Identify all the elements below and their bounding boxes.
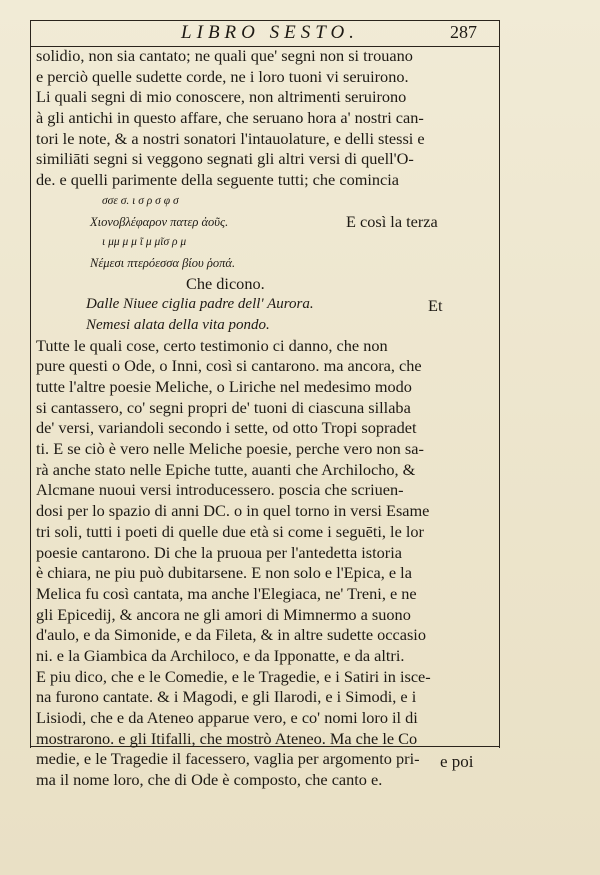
- catchword: e poi: [440, 752, 474, 771]
- text-line: solidio, non sia cantato; ne quali que' segni non si trouano: [36, 46, 413, 65]
- page-number: 287: [450, 22, 477, 42]
- text-line: E piu dico, che e le Comedie, e le Tragedie, e i Satiri in isce-: [36, 666, 431, 686]
- frame-right-rule: [499, 20, 500, 748]
- italian-verse-line: Nemesi alata della vita pondo.: [86, 316, 270, 333]
- text-line: mostrarono. e gli Itifalli, che mostrò Ateneo. Ma che le Co: [36, 728, 418, 748]
- text-line: d'aulo, e da Simonide, e da Fileta, & in altre sudette occasio: [36, 625, 426, 645]
- text-line: dosi per lo spazio di anni DC. o in quel torno in versi Esame: [36, 501, 430, 521]
- margin-note-et: Et: [428, 296, 443, 315]
- text-line: rà anche stato nelle Epiche tutte, auanti che Archilocho, &: [36, 459, 416, 479]
- text-line: medie, e le Tragedie il facessero, vaglia per argomento pri-: [36, 749, 420, 769]
- text-line: Alcmane nuoui versi introducessero. poscia che scriuen-: [36, 480, 404, 500]
- text-line: ti. E se ciò è vero nelle Meliche poesie, perche vero non sa-: [36, 439, 424, 459]
- text-line: è chiara, ne piu può dubitarsene. E non solo e l'Epica, e la: [36, 563, 412, 583]
- text-line: similiāti segni si veggono segnati gli altri versi di quell'O-: [36, 149, 414, 169]
- text-line: e perciò quelle sudette corde, ne i loro tuoni vi seruirono.: [36, 66, 409, 86]
- text-line: ni. e la Giambica da Archiloco, e da Ipponatte, e da altri.: [36, 645, 405, 665]
- text-line: Lisiodi, che e da Ateneo apparue vero, e co' nomi loro il di: [36, 708, 418, 727]
- greek-verse-line: Νέμεσι πτερόεσσα βίου ῥοπά.: [90, 255, 236, 270]
- text-line: tri soli, tutti i poeti di quelle due età si come i seguēti, le lor: [36, 521, 424, 541]
- text-line: pure questi o Ode, o Inni, così si cantarono. ma ancora, che: [36, 356, 422, 376]
- text-line: gli Epicedij, & ancora ne gli amori di Mimnermo a suono: [36, 604, 411, 624]
- text-line: tori le note, & a nostri sonatori l'intauolature, e delli stessi e: [36, 128, 425, 148]
- greek-notation-line: ι μμ μ μ ῖ μ μῖσ ρ μ: [102, 236, 187, 249]
- text-block: [36, 46, 496, 791]
- margin-note: E così la terza: [346, 211, 438, 231]
- running-head: LIBRO SESTO.: [181, 22, 359, 43]
- italian-verse: Dalle Niuee ciglia padre dell' Aurora.: [86, 296, 314, 313]
- text-line: de' versi, variandoli secondo i sette, od otto Tropi sopradet: [36, 418, 417, 438]
- text-line: Li quali segni di mio conoscere, non altrimenti seruirono: [36, 87, 407, 107]
- italian-verse-line: [36, 294, 496, 315]
- text-line: de. e quelli parimente della seguente tutti; che comincia: [36, 170, 400, 190]
- che-dicono-line: Che dicono.: [186, 273, 265, 293]
- text-line: Tutte le quali cose, certo testimonio ci danno, che non: [36, 335, 388, 355]
- text-line: ma il nome loro, che di Ode è composto, che canto e.: [36, 770, 383, 790]
- text-line: à gli antichi in questo affare, che seruano hora a' nostri can-: [36, 108, 424, 128]
- greek-notation-line: σσε σ. ι σ ρ σ φ σ: [102, 194, 179, 207]
- frame-top-rule: [30, 20, 500, 21]
- text-line: poesie cantarono. Di che la pruoua per l'antedetta istoria: [36, 542, 402, 562]
- text-line: Melica fu così cantata, ma anche l'Elegiaca, ne' Treni, e ne: [36, 583, 417, 603]
- frame-left-rule: [30, 20, 31, 748]
- text-line: si cantassero, co' segni propri de' tuoni di ciascuna sillaba: [36, 397, 411, 417]
- greek-verse: Χιονοβλέφαρον πατερ ἀοῦς.: [90, 214, 229, 229]
- greek-verse-line: [36, 212, 496, 233]
- text-line: na furono cantate. & i Magodi, e gli Ilarodi, e i Simodi, e i: [36, 687, 417, 707]
- text-line: tutte l'altre poesie Meliche, o Liriche nel medesimo modo: [36, 377, 412, 396]
